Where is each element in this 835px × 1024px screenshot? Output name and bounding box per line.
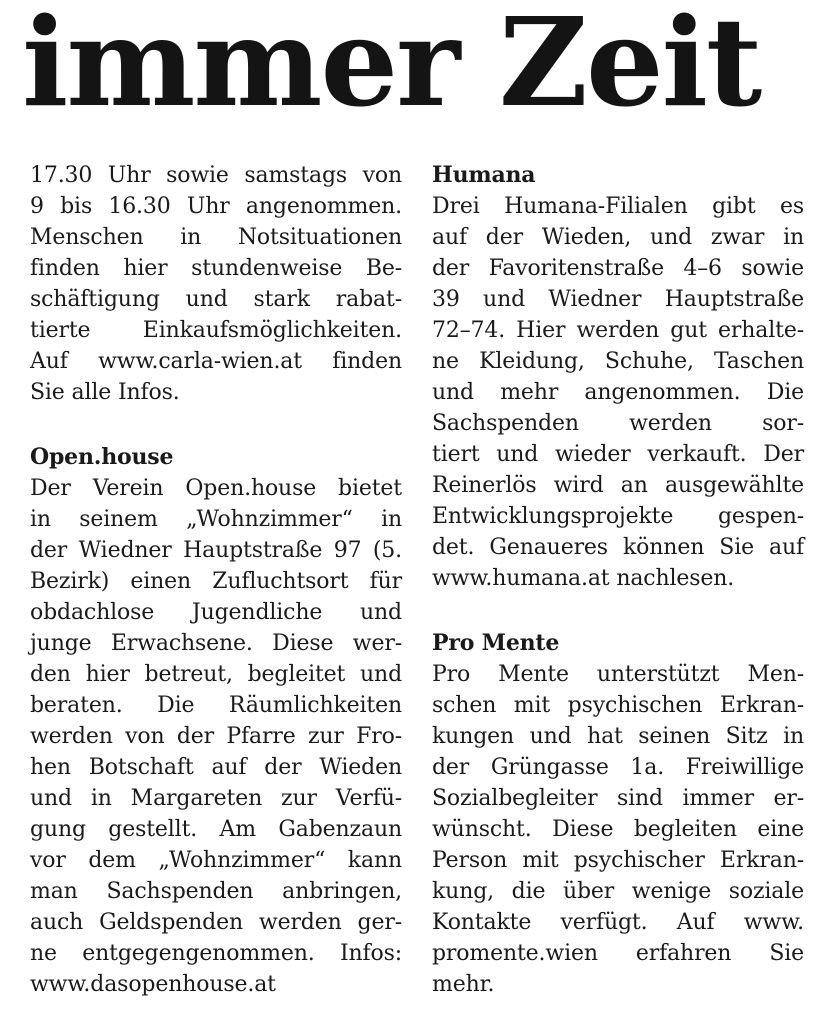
text-line: Sie alle Infos.: [30, 380, 180, 405]
text-line: 39 und Wiedner Hauptstraße: [432, 287, 804, 312]
text-line: kung, die über wenige soziale: [432, 879, 804, 904]
section-heading-promente: Pro Mente: [432, 630, 560, 656]
text-line: www.dasopenhouse.at: [30, 972, 276, 997]
openhouse-paragraph: [30, 473, 402, 1000]
text-line: auf der Wieden, und zwar in: [432, 225, 804, 250]
text-line: schen mit psychischen Erkran-: [432, 693, 804, 718]
text-line: promente.wien erfahren Sie: [432, 941, 804, 966]
text-line: werden von der Pfarre zur Fro-: [30, 724, 402, 749]
text-line: Drei Humana-Filialen gibt es: [432, 194, 804, 219]
right-column: [432, 160, 804, 1000]
text-line: hen Botschaft auf der Wieden: [30, 755, 402, 780]
text-line: in seinem „Wohnzimmer“ in: [30, 507, 402, 532]
text-line: beraten. Die Räumlichkeiten: [30, 693, 402, 718]
text-line: Kontakte verfügt. Auf www.: [432, 910, 804, 935]
text-line: wünscht. Diese begleiten eine: [432, 817, 804, 842]
text-line: der Favoritenstraße 4–6 sowie: [432, 256, 804, 281]
text-line: Bezirk) einen Zufluchtsort für: [30, 569, 402, 594]
text-line: schäftigung und stark rabat-: [30, 287, 402, 312]
text-line: vor dem „Wohnzimmer“ kann: [30, 848, 402, 873]
text-line: Reinerlös wird an ausgewählte: [432, 473, 804, 498]
text-line: Auf www.carla-wien.at finden: [30, 349, 402, 374]
text-line: Sachspenden werden sor-: [432, 411, 804, 436]
section-heading-humana: Humana: [432, 162, 536, 188]
text-line: Menschen in Notsituationen: [30, 225, 402, 250]
text-line: junge Erwachsene. Diese wer-: [30, 631, 402, 656]
text-line: gung gestellt. Am Gabenzaun: [30, 817, 402, 842]
humana-paragraph: [432, 191, 804, 594]
paragraph-gap: [30, 408, 402, 442]
text-line: finden hier stundenweise Be-: [30, 256, 402, 281]
text-line: Sozialbegleiter sind immer er-: [432, 786, 804, 811]
text-line: det. Genaueres können Sie auf: [432, 535, 804, 560]
text-line: kungen und hat seinen Sitz in: [432, 724, 804, 749]
headline: immer Zeit: [22, 0, 761, 134]
text-line: den hier betreut, begleitet und: [30, 662, 402, 687]
text-line: Pro Mente unterstützt Men-: [432, 662, 804, 687]
text-line: 72–74. Hier werden gut erhalte-: [432, 318, 804, 343]
paragraph-gap: [432, 594, 804, 628]
text-line: mehr.: [432, 972, 495, 997]
text-line: 17.30 Uhr sowie samstags von: [30, 163, 402, 188]
text-line: www.humana.at nachlesen.: [432, 566, 735, 591]
text-line: Entwicklungsprojekte gespen-: [432, 504, 804, 529]
text-line: man Sachspenden anbringen,: [30, 879, 402, 904]
text-line: auch Geldspenden werden ger-: [30, 910, 402, 935]
text-line: obdachlose Jugendliche und: [30, 600, 402, 625]
section-heading-openhouse: Open.house: [30, 444, 174, 470]
left-column: [30, 160, 402, 1000]
text-line: ne entgegengenommen. Infos:: [30, 941, 402, 966]
text-line: und mehr angenommen. Die: [432, 380, 804, 405]
text-line: tierte Einkaufsmöglichkeiten.: [30, 318, 402, 343]
text-line: der Grüngasse 1a. Freiwillige: [432, 755, 804, 780]
text-line: 9 bis 16.30 Uhr angenommen.: [30, 194, 402, 219]
text-line: Der Verein Open.house bietet: [30, 476, 402, 501]
text-line: tiert und wieder verkauft. Der: [432, 442, 804, 467]
text-line: ne Kleidung, Schuhe, Taschen: [432, 349, 804, 374]
text-line: und in Margareten zur Verfü-: [30, 786, 402, 811]
text-line: Person mit psychischer Erkran-: [432, 848, 804, 873]
promente-paragraph: [432, 659, 804, 1000]
text-line: der Wiedner Hauptstraße 97 (5.: [30, 538, 402, 563]
intro-paragraph: [30, 160, 402, 408]
